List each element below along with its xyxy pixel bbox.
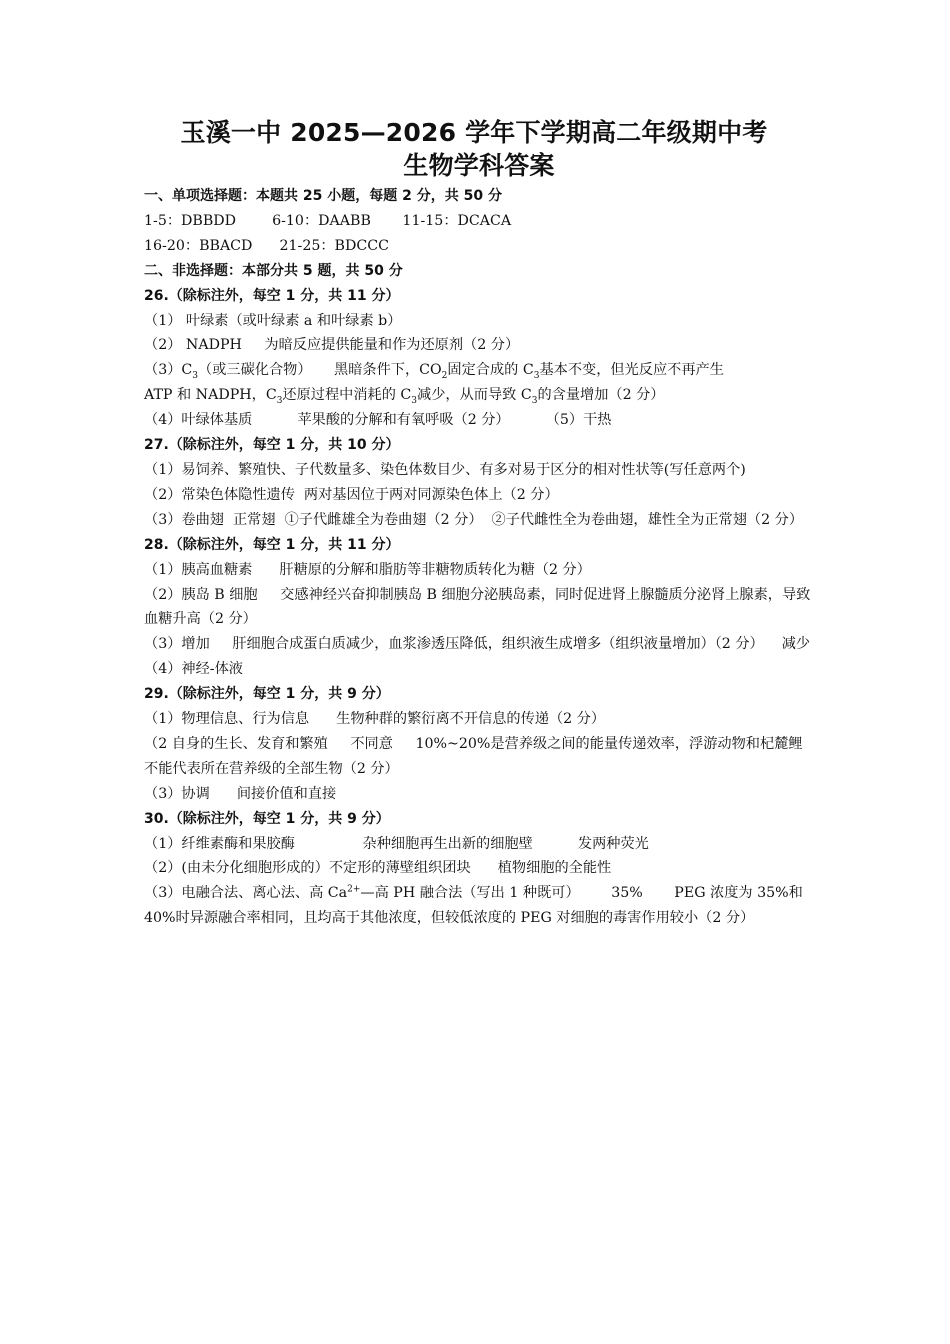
q30-answer-1: （1）纤维素酶和果胶酶 杂种细胞再生出新的细胞壁 发两种荧光 bbox=[144, 835, 649, 852]
q26-a3-text: 减少，从而导致 C bbox=[417, 387, 532, 404]
subscript: 2 bbox=[441, 371, 448, 382]
mc-answers-row-1: 1-5：DBBDD 6-10：DAABB 11-15：DCACA bbox=[144, 212, 512, 229]
q27-heading: 27.（除标注外，每空 1 分，共 10 分） bbox=[144, 437, 400, 454]
subscript: 3 bbox=[276, 396, 283, 407]
document-subtitle: 生物学科答案 bbox=[403, 151, 555, 180]
q26-answer-3 bbox=[144, 358, 814, 408]
q26-answer-2: （2） NADPH 为暗反应提供能量和作为还原剂（2 分） bbox=[144, 337, 520, 354]
document-title: 玉溪一中 2025—2026 学年下学期高二年级期中考 bbox=[180, 118, 768, 147]
q30-answer-2: （2）(由未分化细胞形成的）不定形的薄壁组织团块 植物细胞的全能性 bbox=[144, 860, 612, 877]
q26-a3-text: （或三碳化合物） 黑暗条件下，CO bbox=[198, 362, 442, 379]
section-2-heading: 二、非选择题：本部分共 5 题，共 50 分 bbox=[144, 262, 403, 279]
q29-answer-1: （1）物理信息、行为信息 生物种群的繁衍离不开信息的传递（2 分） bbox=[144, 711, 606, 728]
q29-answer-3: （3）协调 间接价值和直接 bbox=[144, 785, 337, 802]
q29-heading: 29.（除标注外，每空 1 分，共 9 分） bbox=[144, 686, 390, 703]
subscript: 3 bbox=[533, 371, 540, 382]
subscript: 3 bbox=[531, 396, 538, 407]
q29-answer-2: （2 自身的生长、发育和繁殖 不同意 10%~20%是营养级之间的能量传递效率，浮游动物和杞麓鲤不能代表所在营养级的全部生物（2 分） bbox=[144, 735, 803, 777]
q27-answer-3: （3）卷曲翅 正常翅 ①子代雌雄全为卷曲翅（2 分） ②子代雌性全为卷曲翅，雄性全为正常翅（2 分） bbox=[144, 511, 804, 528]
q30-answer-3 bbox=[144, 881, 814, 931]
superscript: 2+ bbox=[347, 884, 361, 895]
q26-a3-text: 还原过程中消耗的 C bbox=[282, 387, 412, 404]
q26-a3-text: （3）C bbox=[144, 362, 193, 379]
q26-heading: 26.（除标注外，每空 1 分，共 11 分） bbox=[144, 287, 400, 304]
q26-answer-1: （1） 叶绿素（或叶绿素 a 和叶绿素 b） bbox=[144, 312, 402, 329]
q28-heading: 28.（除标注外，每空 1 分，共 11 分） bbox=[144, 536, 400, 553]
q26-a3-text: 固定合成的 C bbox=[447, 362, 534, 379]
q28-answer-3: （3）增加 肝细胞合成蛋白质减少，血浆渗透压降低，组织液生成增多（组织液量增加）（2 分） 减少 bbox=[144, 636, 811, 653]
q27-answer-1: （1）易饲养、繁殖快、子代数量多、染色体数目少、有多对易于区分的相对性状等(写任意两个) bbox=[144, 461, 746, 478]
subscript: 3 bbox=[192, 371, 198, 382]
q30-heading: 30.（除标注外，每空 1 分，共 9 分） bbox=[144, 810, 390, 827]
section-1-heading: 一、单项选择题：本题共 25 小题，每题 2 分，共 50 分 bbox=[144, 188, 502, 204]
document-body bbox=[144, 116, 814, 931]
q30-a3-text: —高 PH 融合法（写出 1 种既可） 35% PEG 浓度为 35%和 40%时异源融合率相同，且均高于其他浓度，但较低浓度的 PEG 对细胞的毒害作用较小（2 分） bbox=[144, 885, 808, 927]
q30-a3-text: （3）电融合法、离心法、高 Ca bbox=[144, 885, 348, 902]
q26-a3-text: ATP 和 NADPH，C bbox=[144, 387, 277, 404]
q26-answer-4: （4）叶绿体基质 苹果酸的分解和有氧呼吸（2 分） （5）干热 bbox=[144, 412, 612, 429]
mc-answers-row-2: 16-20：BBACD 21-25：BDCCC bbox=[144, 237, 389, 254]
q26-a3-text: 的含量增加（2 分） bbox=[537, 387, 665, 404]
q28-answer-4: （4）神经-体液 bbox=[144, 661, 243, 678]
q26-a3-text: 基本不变，但光反应不再产生 bbox=[539, 362, 724, 379]
subscript: 3 bbox=[411, 396, 418, 407]
q28-answer-2: （2）胰岛 B 细胞 交感神经兴奋抑制胰岛 B 细胞分泌胰岛素，同时促进肾上腺髓质分泌肾上腺素，导致血糖升高（2 分） bbox=[144, 586, 811, 628]
q27-answer-2: （2）常染色体隐性遗传 两对基因位于两对同源染色体上（2 分） bbox=[144, 486, 559, 503]
q28-answer-1: （1）胰高血糖素 肝糖原的分解和脂肪等非糖物质转化为糖（2 分） bbox=[144, 561, 591, 578]
